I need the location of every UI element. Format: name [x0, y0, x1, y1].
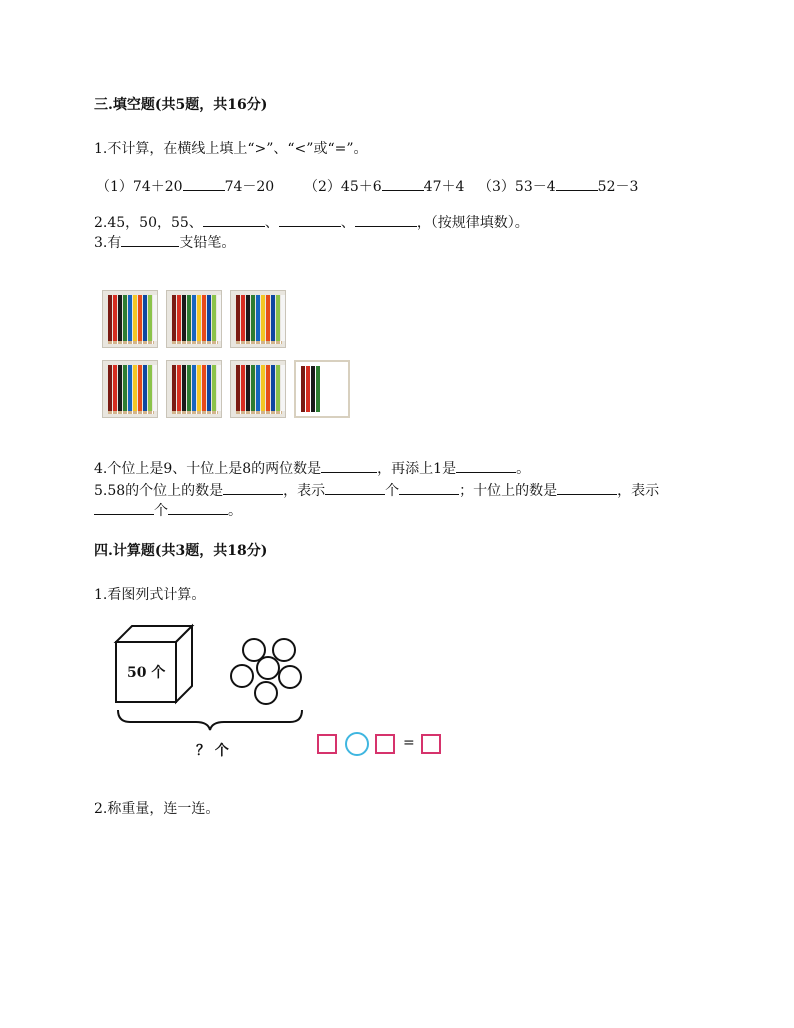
q3-prefix: 3.有: [94, 235, 122, 251]
pencil-box: [102, 290, 158, 348]
pencil-tips: [108, 411, 154, 414]
pencil-icon: [197, 365, 201, 411]
pencil-icon: [202, 365, 206, 411]
circle-icon: [255, 682, 277, 704]
pencil-icon: [133, 365, 137, 411]
pencil-icon: [266, 295, 270, 341]
q1-part-2-right: 47＋4: [423, 179, 465, 195]
q1-part-3-blank[interactable]: [556, 176, 598, 191]
q5-blank-5[interactable]: [94, 500, 154, 515]
circle-icon: [231, 665, 253, 687]
q2-blank-1[interactable]: [203, 212, 265, 227]
pencil-icon: [177, 365, 181, 411]
circles-group: [231, 639, 301, 704]
calc-q1-instruction: 1.看图列式计算。: [94, 587, 206, 603]
pencil-icon: [251, 295, 255, 341]
pencil-icon: [172, 295, 176, 341]
pencil-box: [294, 360, 350, 418]
pencil-icon: [153, 295, 157, 341]
pencil-icon: [128, 365, 132, 411]
pencil-icon: [251, 365, 255, 411]
pencil-icon: [202, 295, 206, 341]
pencil-icon: [123, 295, 127, 341]
pencil-icon: [138, 365, 142, 411]
q3-blank[interactable]: [121, 232, 179, 247]
q1-part-2: [304, 176, 464, 196]
pencil-icon: [276, 295, 280, 341]
pencil-icon: [271, 295, 275, 341]
q5-blank-1[interactable]: [223, 480, 283, 495]
pencil-icon: [108, 365, 112, 411]
pencil-icon: [241, 365, 245, 411]
q5-text-g: 。: [228, 503, 242, 519]
q1-part-1-blank[interactable]: [183, 176, 225, 191]
pencil-icon: [301, 366, 305, 412]
pencil-icon: [192, 365, 196, 411]
q1-part-3: [478, 176, 638, 196]
pencil-icon: [212, 365, 216, 411]
q5-blank-4[interactable]: [557, 480, 617, 495]
q1-part-3-label: （3）: [478, 179, 515, 195]
pencil-icon: [236, 295, 240, 341]
pencil-icon: [138, 295, 142, 341]
pencil-icon: [236, 365, 240, 411]
q4-blank-2[interactable]: [456, 458, 516, 473]
pencil-box: [102, 360, 158, 418]
q5-text-b: ，表示: [283, 483, 326, 499]
q3: [94, 232, 235, 252]
calc-q2-instruction: 2.称重量，连一连。: [94, 801, 220, 817]
pencil-icon: [207, 365, 211, 411]
pencil-icon: [241, 295, 245, 341]
pencil-icon: [261, 295, 265, 341]
pencil-tips: [172, 411, 218, 414]
q1-part-3-right: 52－3: [597, 179, 639, 195]
q5-blank-6[interactable]: [168, 500, 228, 515]
q5-text-a: 5.58的个位上的数是: [94, 483, 224, 499]
pencil-icon: [113, 295, 117, 341]
pencil-tips: [108, 341, 154, 344]
pencil-icon: [261, 365, 265, 411]
answer-square-1[interactable]: [317, 734, 337, 754]
pencil-icon: [207, 295, 211, 341]
brace-icon: [118, 710, 302, 730]
q1-part-1-right: 74－20: [224, 179, 275, 195]
pencil-tips: [236, 341, 282, 344]
answer-square-2[interactable]: [375, 734, 395, 754]
pencil-icon: [143, 365, 147, 411]
pencil-icon: [256, 365, 260, 411]
pencil-box: [230, 290, 286, 348]
section-4-title: 四.计算题(共3题，共18分): [94, 543, 268, 559]
circle-icon: [257, 657, 279, 679]
q5-text-e: ，表示: [617, 483, 660, 499]
pencil-box: [166, 360, 222, 418]
pencil-icon: [197, 295, 201, 341]
pencil-icon: [276, 365, 280, 411]
operator-circle[interactable]: [345, 732, 369, 756]
pencil-icon: [153, 365, 157, 411]
q2: [94, 212, 529, 232]
pencil-icon: [148, 295, 152, 341]
q3-suffix: 支铅笔。: [179, 235, 236, 251]
q4-prefix: 4.个位上是9、十位上是8的两位数是: [94, 461, 322, 477]
pencil-icon: [217, 295, 221, 341]
pencil-box: [166, 290, 222, 348]
circle-icon: [273, 639, 295, 661]
q5-text-f: 个: [154, 503, 168, 519]
cube-label: 50 个: [127, 665, 166, 681]
q1-part-2-label: （2）: [304, 179, 341, 195]
pencil-icon: [123, 365, 127, 411]
q4-suffix: 。: [516, 461, 531, 477]
pencil-box: [230, 360, 286, 418]
q1-part-1-label: （1）: [96, 179, 133, 195]
pencil-icon: [212, 295, 216, 341]
pencil-icon: [316, 366, 320, 412]
pencil-icon: [118, 295, 122, 341]
pencil-icon: [113, 365, 117, 411]
pencil-icon: [182, 295, 186, 341]
pencil-icon: [187, 365, 191, 411]
circle-icon: [243, 639, 265, 661]
q5-line-1: [94, 480, 659, 500]
pencil-icon: [192, 295, 196, 341]
pencil-icon: [217, 365, 221, 411]
pencil-icon: [306, 366, 310, 412]
q1-part-1: [96, 176, 274, 196]
q2-blank-2[interactable]: [279, 212, 341, 227]
q1-part-3-left: 53－4: [514, 179, 556, 195]
q2-sep-1: 、: [264, 215, 279, 231]
q1-instruction: 1.不计算，在横线上填上“>”、“<”或“=”。: [94, 141, 368, 157]
circle-icon: [279, 666, 301, 688]
pencil-icon: [177, 295, 181, 341]
pencil-icon: [281, 365, 285, 411]
pencil-icon: [256, 295, 260, 341]
q5-blank-3[interactable]: [399, 480, 459, 495]
pencil-icon: [108, 295, 112, 341]
equals-sign: =: [403, 735, 415, 751]
pencil-icon: [281, 295, 285, 341]
pencil-icon: [143, 295, 147, 341]
q4-middle: ，再添上1是: [377, 461, 457, 477]
q1-part-2-left: 45＋6: [340, 179, 382, 195]
answer-square-3[interactable]: [421, 734, 441, 754]
pencil-icon: [187, 295, 191, 341]
q2-sep-2: 、: [340, 215, 355, 231]
pencil-icon: [118, 365, 122, 411]
q1-part-1-left: 74＋20: [132, 179, 183, 195]
pencil-icon: [148, 365, 152, 411]
q1-part-2-blank[interactable]: [382, 176, 424, 191]
q5-blank-2[interactable]: [325, 480, 385, 495]
pencil-tips: [172, 341, 218, 344]
pencil-icon: [266, 365, 270, 411]
pencil-icon: [271, 365, 275, 411]
question-label: ？ 个: [196, 743, 229, 759]
pencil-tips: [236, 411, 282, 414]
q5-text-c: 个: [385, 483, 400, 499]
pencil-icon: [246, 365, 250, 411]
q2-blank-3[interactable]: [355, 212, 417, 227]
pencil-icon: [133, 295, 137, 341]
q5-text-d: ；十位上的数是: [459, 483, 558, 499]
pencil-icon: [311, 366, 315, 412]
q2-suffix: ，（按规律填数）。: [416, 215, 529, 231]
pencil-icon: [172, 365, 176, 411]
q4-blank-1[interactable]: [321, 458, 377, 473]
q2-prefix: 2.45，50，55、: [94, 215, 203, 231]
q4: [94, 458, 530, 478]
section-3-title: 三.填空题(共5题，共16分): [94, 97, 268, 113]
pencil-icon: [128, 295, 132, 341]
pencil-icon: [182, 365, 186, 411]
pencil-icon: [246, 295, 250, 341]
q5-line-2: [94, 500, 242, 520]
